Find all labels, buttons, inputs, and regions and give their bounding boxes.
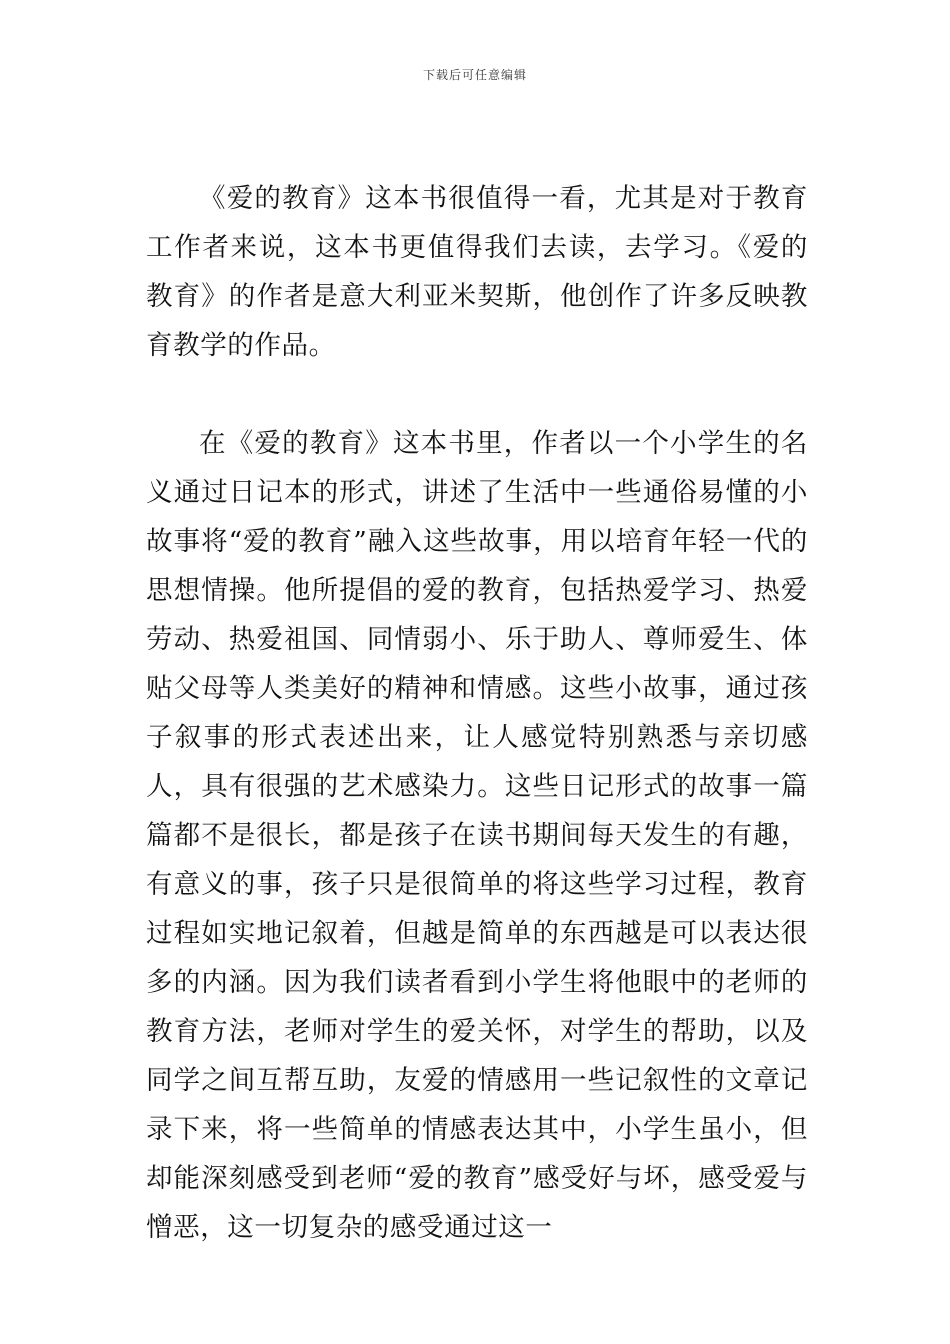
paragraph-main: 在《爱的教育》这本书里，作者以一个小学生的名义通过日记本的形式，讲述了生活中一些通俗易懂的小故事将“爱的教育”融入这些故事，用以培育年轻一代的思想情操。他所提倡的爱的教育，包括热爱学习、热爱劳动、热爱祖国、同情弱小、乐于助人、尊师爱生、体贴父母等人类美好的精神和情感。这些小故事，通过孩子叙事的形式表述出来，让人感觉特别熟悉与亲切感人，具有很强的艺术感染力。这些日记形式的故事一篇篇都不是很长，都是孩子在读书期间每天发生的有趣，有意义的事，孩子只是很简单的将这些学习过程，教育过程如实地记叙着，但越是简单的东西越是可以表达很多的内涵。因为我们读者看到小学生将他眼中的老师的教育方法，老师对学生的爱关怀，对学生的帮助，以及同学之间互帮互助，友爱的情感用一些记叙性的文章记录下来，将一些简单的情感表达其中，小学生虽小，但却能深刻感受到老师“爱的教育”感受好与坏，感受爱与憎恶，这一切复杂的感受通过这一	[146, 428, 808, 1243]
paragraph-intro: 《爱的教育》这本书很值得一看，尤其是对于教育工作者来说，这本书更值得我们去读，去学习。《爱的教育》的作者是意大利亚米契斯，他创作了许多反映教育教学的作品。	[146, 183, 808, 361]
download-note-header: 下载后可任意编辑	[422, 68, 527, 82]
paragraph-container-2	[146, 419, 808, 1252]
paragraph-container-1	[146, 174, 808, 370]
